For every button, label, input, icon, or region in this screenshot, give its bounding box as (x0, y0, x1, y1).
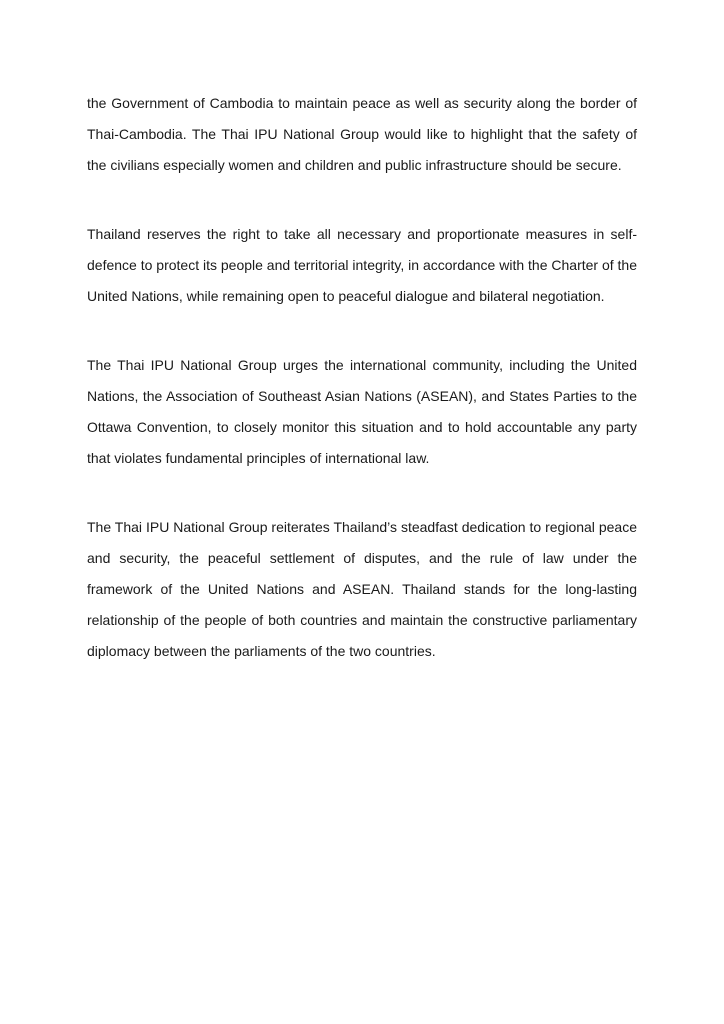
paragraph-spacer (87, 181, 637, 219)
document-body (87, 88, 637, 667)
paragraph-international-community: The Thai IPU National Group urges the international community, including the United Nations, the Association of Southeast Asian Nations (ASEAN), and States Parties to the Ottawa Convention, to closely monitor this situation and to hold accountable any party that violates fundamental principles of international law. (87, 357, 637, 466)
paragraph-regional-peace: The Thai IPU National Group reiterates Thailand’s steadfast dedication to regional peace and security, the peaceful settlement of disputes, and the rule of law under the framework of the United Nations and ASEAN. Thailand stands for the long-lasting relationship of the people of both countries and maintain the constructive parliamentary diplomacy between the parliaments of the two countries. (87, 519, 637, 659)
paragraph-spacer (87, 312, 637, 350)
paragraph-self-defence: Thailand reserves the right to take all necessary and proportionate measures in self-defence to protect its people and territorial integrity, in accordance with the Charter of the United Nations, while remaining open to peaceful dialogue and bilateral negotiation. (87, 226, 637, 304)
paragraph-spacer (87, 474, 637, 512)
paragraph-border-security: the Government of Cambodia to maintain peace as well as security along the border of Thai-Cambodia. The Thai IPU National Group would like to highlight that the safety of the civilians especially women and children and public infrastructure should be secure. (87, 95, 637, 173)
